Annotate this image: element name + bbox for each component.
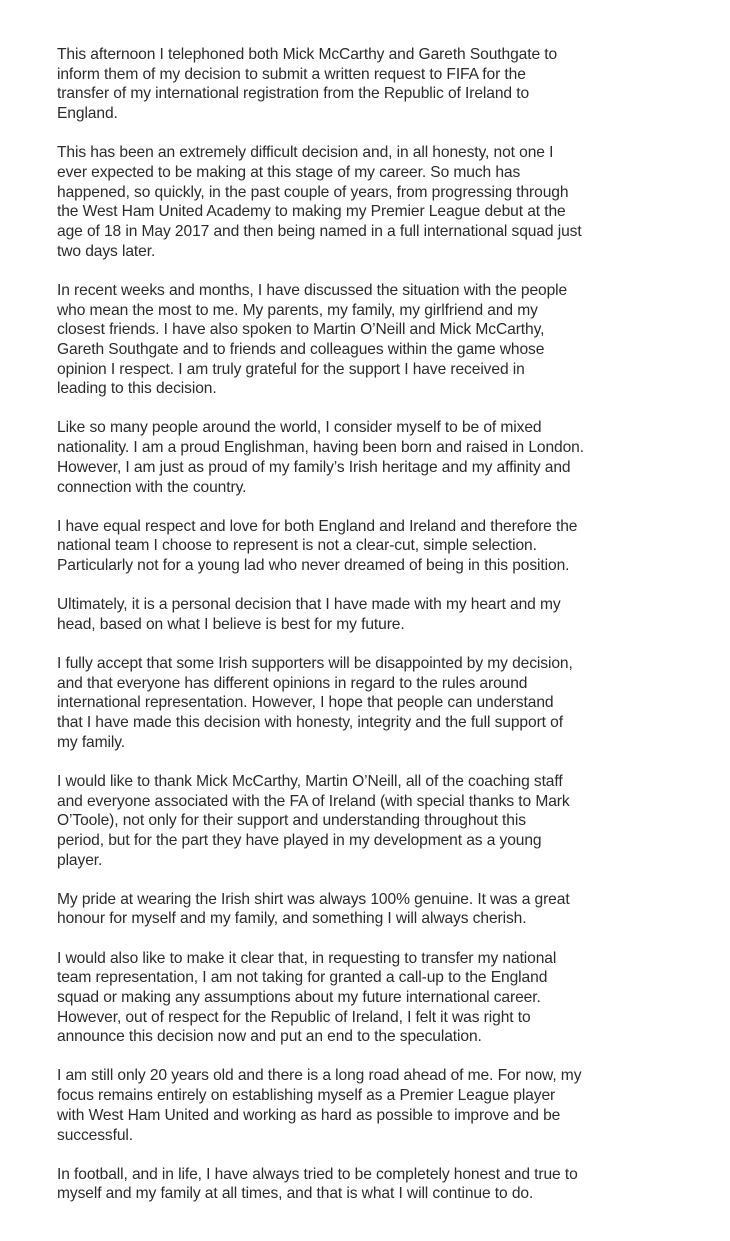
paragraph-line: national team I choose to represent is not a clear-cut, simple selection. bbox=[57, 537, 537, 555]
paragraph-line: In football, and in life, I have always tried to be completely honest and true to bbox=[57, 1165, 578, 1183]
paragraph-line: successful. bbox=[57, 1126, 134, 1144]
paragraph-line: England. bbox=[57, 105, 118, 123]
paragraph-line: age of 18 in May 2017 and then being named in a full international squad just bbox=[57, 223, 582, 241]
paragraph-line: O’Toole), not only for their support and understanding throughout this bbox=[57, 812, 526, 830]
paragraph-line: This has been an extremely difficult decision and, in all honesty, not one I bbox=[57, 144, 554, 162]
paragraph-line: transfer of my international registration from the Republic of Ireland to bbox=[57, 85, 530, 103]
statement-paragraph bbox=[57, 772, 707, 871]
paragraph-line: and that everyone has different opinions in regard to the rules around bbox=[57, 674, 528, 692]
paragraph-line: two days later. bbox=[57, 242, 156, 260]
statement-paragraph bbox=[57, 45, 707, 124]
statement-paragraph bbox=[57, 654, 707, 753]
statement-paragraph bbox=[57, 1066, 707, 1145]
statement-paragraph bbox=[57, 418, 707, 497]
paragraph-line: squad or making any assumptions about my future international career. bbox=[57, 988, 541, 1006]
paragraph-line: Gareth Southgate and to friends and colleagues within the game whose bbox=[57, 340, 545, 358]
paragraph-line: However, I am just as proud of my family’s Irish heritage and my affinity and bbox=[57, 458, 571, 476]
paragraph-line: However, out of respect for the Republic of Ireland, I felt it was right to bbox=[57, 1008, 531, 1026]
paragraph-line: happened, so quickly, in the past couple of years, from progressing through bbox=[57, 183, 569, 201]
statement-paragraph bbox=[57, 595, 707, 634]
paragraph-line: opinion I respect. I am truly grateful for the support I have received in bbox=[57, 360, 525, 378]
paragraph-line: nationality. I am a proud Englishman, having been born and raised in London. bbox=[57, 439, 584, 457]
paragraph-line: team representation, I am not taking for granted a call-up to the England bbox=[57, 969, 548, 987]
paragraph-line: announce this decision now and put an end to the speculation. bbox=[57, 1028, 482, 1046]
paragraph-line: player. bbox=[57, 851, 103, 869]
statement-paragraph bbox=[57, 143, 707, 261]
statement-paragraph bbox=[57, 517, 707, 576]
paragraph-line: inform them of my decision to submit a written request to FIFA for the bbox=[57, 65, 526, 83]
statement-body bbox=[57, 45, 707, 1223]
paragraph-line: Particularly not for a young lad who never dreamed of being in this position. bbox=[57, 557, 570, 575]
paragraph-line: Ultimately, it is a personal decision that I have made with my heart and my bbox=[57, 596, 561, 614]
paragraph-line: I have equal respect and love for both England and Ireland and therefore the bbox=[57, 517, 578, 535]
paragraph-line: I fully accept that some Irish supporters will be disappointed by my decision, bbox=[57, 654, 573, 672]
statement-paragraph bbox=[57, 1165, 707, 1204]
paragraph-line: I am still only 20 years old and there is a long road ahead of me. For now, my bbox=[57, 1067, 582, 1085]
statement-paragraph bbox=[57, 949, 707, 1048]
statement-paragraph bbox=[57, 890, 707, 929]
paragraph-line: the West Ham United Academy to making my Premier League debut at the bbox=[57, 203, 566, 221]
statement-paragraph bbox=[57, 281, 707, 399]
paragraph-line: Like so many people around the world, I consider myself to be of mixed bbox=[57, 419, 542, 437]
paragraph-line: ever expected to be making at this stage of my career. So much has bbox=[57, 163, 521, 181]
paragraph-line: closest friends. I have also spoken to Martin O’Neill and Mick McCarthy, bbox=[57, 321, 545, 339]
paragraph-line: honour for myself and my family, and something I will always cherish. bbox=[57, 910, 527, 928]
paragraph-line: with West Ham United and working as hard as possible to improve and be bbox=[57, 1106, 561, 1124]
paragraph-line: I would also like to make it clear that, in requesting to transfer my national bbox=[57, 949, 557, 967]
paragraph-line: leading to this decision. bbox=[57, 380, 217, 398]
paragraph-line: head, based on what I believe is best for my future. bbox=[57, 615, 405, 633]
paragraph-line: and everyone associated with the FA of Ireland (with special thanks to Mark bbox=[57, 792, 570, 810]
paragraph-line: focus remains entirely on establishing myself as a Premier League player bbox=[57, 1087, 556, 1105]
paragraph-line: period, but for the part they have played in my development as a young bbox=[57, 831, 542, 849]
paragraph-line: who mean the most to me. My parents, my family, my girlfriend and my bbox=[57, 301, 538, 319]
paragraph-line: In recent weeks and months, I have discussed the situation with the people bbox=[57, 281, 568, 299]
paragraph-line: my family. bbox=[57, 733, 126, 751]
paragraph-line: My pride at wearing the Irish shirt was always 100% genuine. It was a great bbox=[57, 890, 570, 908]
paragraph-line: international representation. However, I hope that people can understand bbox=[57, 694, 554, 712]
paragraph-line: connection with the country. bbox=[57, 478, 247, 496]
paragraph-line: I would like to thank Mick McCarthy, Martin O’Neill, all of the coaching staff bbox=[57, 772, 563, 790]
paragraph-line: This afternoon I telephoned both Mick McCarthy and Gareth Southgate to bbox=[57, 46, 558, 63]
paragraph-line: that I have made this decision with honesty, integrity and the full support of bbox=[57, 714, 563, 732]
paragraph-line: myself and my family at all times, and that is what I will continue to do. bbox=[57, 1185, 534, 1203]
